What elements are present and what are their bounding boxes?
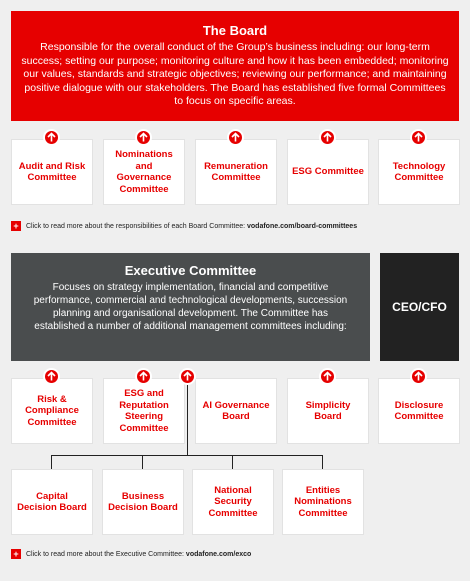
- ai-governance-board[interactable]: AI Governance Board: [195, 378, 277, 444]
- exco-note-text: Click to read more about the Executive Committee:: [26, 550, 184, 558]
- esg-reputation-steering-committee[interactable]: ESG and Reputation Steering Committee: [103, 378, 185, 444]
- disclosure-committee[interactable]: Disclosure Committee: [378, 378, 460, 444]
- plus-icon: +: [11, 549, 21, 559]
- connector-drop: [51, 455, 52, 469]
- board-committees-link[interactable]: vodafone.com/board-committees: [247, 222, 358, 230]
- board-note-text: Click to read more about the responsibilities of each Board Committee:: [26, 222, 246, 230]
- nominations-governance-committee[interactable]: Nominations and Governance Committee: [103, 139, 185, 205]
- capital-decision-board[interactable]: Capital Decision Board: [11, 469, 93, 535]
- arrow-up-icon: [43, 368, 60, 385]
- board-committees-note: [11, 221, 357, 231]
- arrow-up-icon: [319, 129, 336, 146]
- arrow-up-icon: [179, 368, 196, 385]
- connector-drop: [322, 455, 323, 469]
- entities-nominations-committee[interactable]: Entities Nominations Committee: [282, 469, 364, 535]
- risk-compliance-committee[interactable]: Risk & Compliance Committee: [11, 378, 93, 444]
- exco-link[interactable]: vodafone.com/exco: [185, 550, 252, 558]
- board-panel: [11, 11, 459, 121]
- arrow-up-icon: [135, 129, 152, 146]
- connector-vertical: [187, 380, 188, 455]
- exco-description: Focuses on strategy implementation, financial and competitive performance, commercial and technological developments, succession planning and organisational development. The Committee has established a number of additional management committees including:: [33, 282, 348, 332]
- arrow-up-icon: [227, 129, 244, 146]
- plus-icon: +: [11, 221, 21, 231]
- simplicity-board[interactable]: Simplicity Board: [287, 378, 369, 444]
- executive-committee-panel: [11, 253, 370, 361]
- remuneration-committee[interactable]: Remuneration Committee: [195, 139, 277, 205]
- connector-drop: [142, 455, 143, 469]
- arrow-up-icon: [43, 129, 60, 146]
- technology-committee[interactable]: Technology Committee: [378, 139, 460, 205]
- arrow-up-icon: [319, 368, 336, 385]
- esg-committee[interactable]: ESG Committee: [287, 139, 369, 205]
- connector-drop: [232, 455, 233, 469]
- board-title: The Board: [202, 23, 268, 38]
- exco-note: [11, 549, 251, 559]
- business-decision-board[interactable]: Business Decision Board: [102, 469, 184, 535]
- audit-risk-committee[interactable]: Audit and Risk Committee: [11, 139, 93, 205]
- board-description: Responsible for the overall conduct of the Group’s business including: our long-term success; setting our purpose; monitoring culture and how it has been embedded; monitoring our values, standards and strategic objectives; reviewing our performance; and maintaining positive dialogue with our stakeholders. The Board has established five formal Committees to focus on specific areas.: [21, 41, 449, 107]
- arrow-up-icon: [135, 368, 152, 385]
- ceo-cfo-box: CEO/CFO: [380, 253, 459, 361]
- national-security-committee[interactable]: National Security Committee: [192, 469, 274, 535]
- arrow-up-icon: [410, 129, 427, 146]
- exco-title: Executive Committee: [124, 263, 257, 278]
- arrow-up-icon: [410, 368, 427, 385]
- connector-horizontal: [51, 455, 323, 456]
